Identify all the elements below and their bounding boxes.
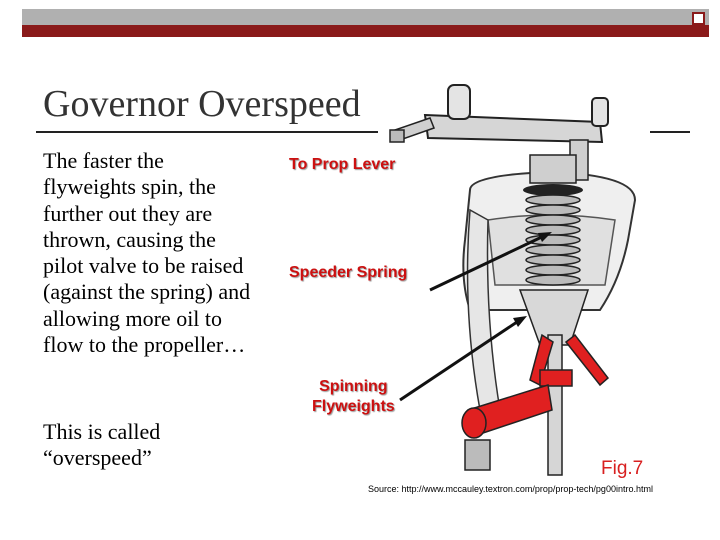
body-paragraph-2: This is called “overspeed” (43, 419, 161, 471)
arrow-to-flyweights (400, 320, 520, 400)
label-to-prop-lever: To Prop Lever (289, 156, 396, 173)
label-spinning-flyweights: Spinning Flyweights (312, 378, 395, 415)
lever-pivot (448, 85, 470, 119)
oil-piston (462, 385, 552, 470)
slide-header-bar (22, 9, 709, 37)
lever-rod-tip (390, 130, 404, 142)
header-square-icon (692, 12, 705, 25)
title-underline (36, 131, 378, 133)
source-citation: Source: http://www.mccauley.textron.com/prop/prop-tech/pg00intro.html (368, 484, 653, 494)
flyweight-base (540, 370, 572, 386)
governor-diagram (370, 80, 700, 480)
arrow-to-flyweights-head (513, 316, 527, 327)
lever-end-post (592, 98, 608, 126)
label-speeder-spring: Speeder Spring (289, 264, 408, 281)
slide-title: Governor Overspeed (43, 83, 361, 125)
header-accent-stripe (22, 25, 709, 37)
figure-label: Fig.7 (601, 458, 644, 479)
body-paragraph: The faster the flyweights spin, the further out they are thrown, causing the pilot valve to be raised (against the spring) and allowing more oil to flow to the propeller… (43, 148, 251, 358)
